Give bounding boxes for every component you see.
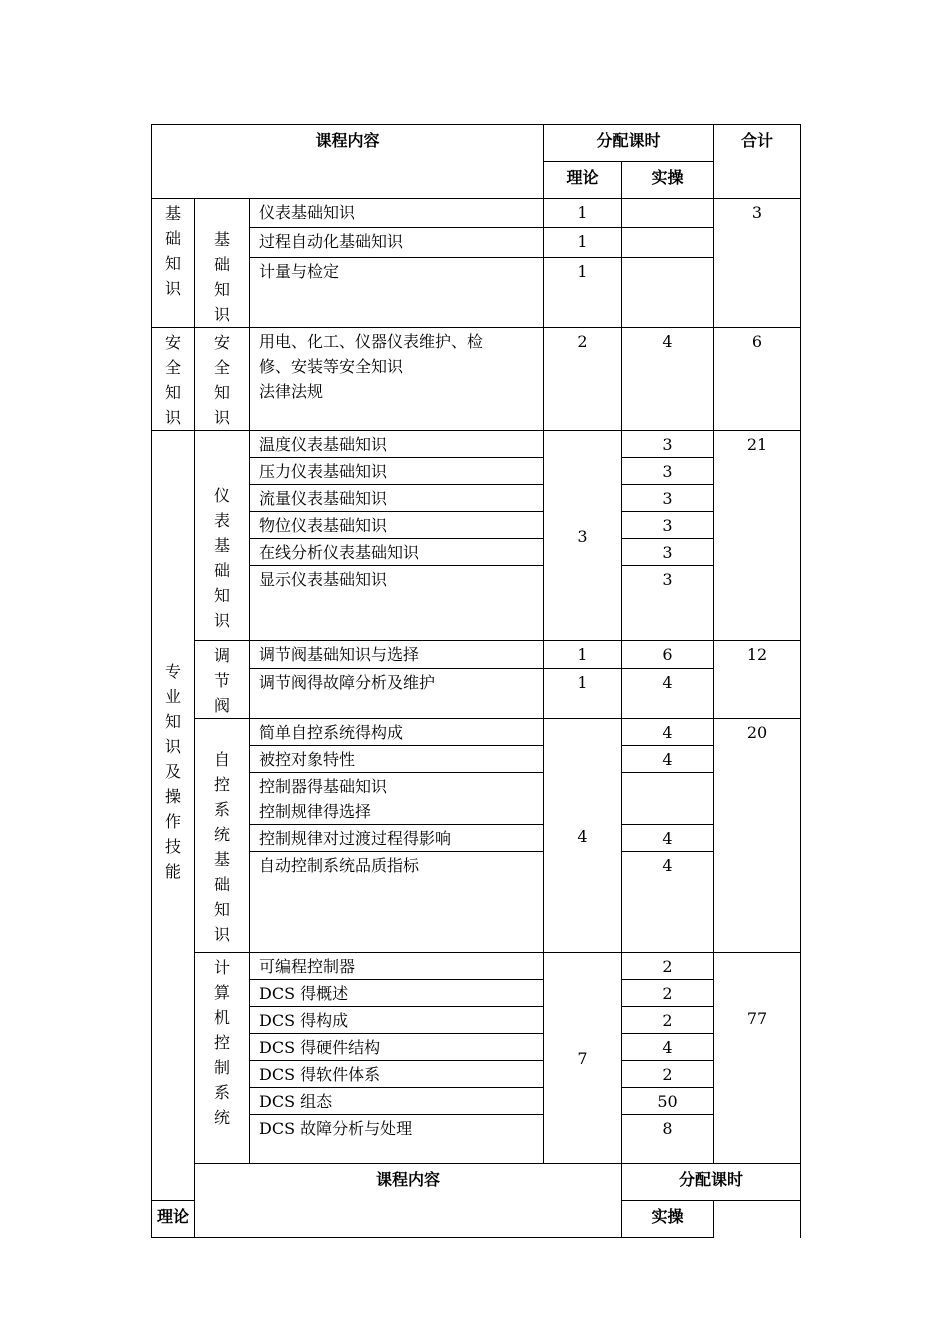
header-course-content: 课程内容 <box>152 125 544 199</box>
practice-hours <box>622 258 714 328</box>
theory-hours: 7 <box>544 953 622 1164</box>
sub-computer: 计算机控制系统 <box>195 953 250 1164</box>
practice-hours: 4 <box>622 1034 714 1061</box>
course-item: DCS 得硬件结构 <box>250 1034 544 1061</box>
practice-hours: 2 <box>622 1007 714 1034</box>
practice-hours: 3 <box>622 485 714 512</box>
practice-hours: 8 <box>622 1115 714 1164</box>
course-hours-table <box>151 124 801 1238</box>
course-item: 仪表基础知识 <box>250 199 544 228</box>
course-item: 调节阀得故障分析及维护 <box>250 668 544 718</box>
practice-hours: 3 <box>622 512 714 539</box>
total-hours: 6 <box>714 328 801 431</box>
practice-hours: 6 <box>622 641 714 669</box>
category-safety: 安全知识 <box>152 328 195 431</box>
total-hours: 20 <box>714 719 801 953</box>
course-item: 在线分析仪表基础知识 <box>250 539 544 566</box>
course-item <box>250 773 544 825</box>
theory-hours: 4 <box>544 719 622 953</box>
practice-hours <box>622 228 714 258</box>
course-item: DCS 得概述 <box>250 980 544 1007</box>
total-hours: 77 <box>714 953 801 1164</box>
practice-hours: 3 <box>622 431 714 458</box>
practice-hours: 4 <box>622 719 714 746</box>
course-item <box>250 328 544 431</box>
practice-hours: 2 <box>622 1061 714 1088</box>
total-hours: 12 <box>714 641 801 719</box>
practice-hours: 4 <box>622 746 714 773</box>
practice-hours: 2 <box>622 980 714 1007</box>
course-item: 计量与检定 <box>250 258 544 328</box>
category-basic: 基础知识 <box>152 199 195 328</box>
practice-hours <box>622 773 714 825</box>
theory-hours: 1 <box>544 228 622 258</box>
footer-practice: 实操 <box>622 1201 714 1238</box>
footer-course-content: 课程内容 <box>195 1164 622 1238</box>
footer-theory: 理论 <box>152 1201 195 1238</box>
course-item-line: 用电、化工、仪器仪表维护、检 <box>259 332 484 351</box>
theory-hours: 1 <box>544 199 622 228</box>
course-item: 温度仪表基础知识 <box>250 431 544 458</box>
course-item: 调节阀基础知识与选择 <box>250 641 544 669</box>
practice-hours: 50 <box>622 1088 714 1115</box>
theory-hours: 1 <box>544 641 622 669</box>
course-item-line: 法律法规 <box>259 382 324 401</box>
theory-hours: 1 <box>544 668 622 718</box>
practice-hours: 3 <box>622 458 714 485</box>
practice-hours <box>622 199 714 228</box>
practice-hours: 3 <box>622 539 714 566</box>
theory-hours: 1 <box>544 258 622 328</box>
course-item-line: 控制规律得选择 <box>259 802 372 821</box>
course-item: 控制规律对过渡过程得影响 <box>250 825 544 852</box>
footer-allocated-hours: 分配课时 <box>622 1164 801 1201</box>
sub-safety: 安全知识 <box>195 328 250 431</box>
course-item: 简单自控系统得构成 <box>250 719 544 746</box>
practice-hours: 2 <box>622 953 714 980</box>
course-item: DCS 组态 <box>250 1088 544 1115</box>
course-item: DCS 故障分析与处理 <box>250 1115 544 1164</box>
sub-basic: 基础知识 <box>195 199 250 328</box>
practice-hours: 4 <box>622 668 714 718</box>
sub-valve: 调节阀 <box>195 641 250 719</box>
sub-control: 自控系统基础知识 <box>195 719 250 953</box>
theory-hours: 3 <box>544 431 622 641</box>
header-allocated-hours: 分配课时 <box>544 125 714 162</box>
category-professional: 专业知识及操作技能 <box>152 431 195 1201</box>
course-item: DCS 得软件体系 <box>250 1061 544 1088</box>
course-item: 物位仪表基础知识 <box>250 512 544 539</box>
course-item: 可编程控制器 <box>250 953 544 980</box>
course-item: 流量仪表基础知识 <box>250 485 544 512</box>
header-total: 合计 <box>714 125 801 199</box>
total-hours: 21 <box>714 431 801 641</box>
header-practice: 实操 <box>622 162 714 199</box>
course-item: 压力仪表基础知识 <box>250 458 544 485</box>
course-item-line: 修、安装等安全知识 <box>259 357 404 376</box>
sub-instruments: 仪表基础知识 <box>195 431 250 641</box>
course-item: 过程自动化基础知识 <box>250 228 544 258</box>
course-item: 显示仪表基础知识 <box>250 566 544 641</box>
header-theory: 理论 <box>544 162 622 199</box>
total-hours: 3 <box>714 199 801 328</box>
course-item: DCS 得构成 <box>250 1007 544 1034</box>
course-item: 被控对象特性 <box>250 746 544 773</box>
theory-hours: 2 <box>544 328 622 431</box>
practice-hours: 4 <box>622 328 714 431</box>
course-item-line: 控制器得基础知识 <box>259 777 388 796</box>
practice-hours: 4 <box>622 825 714 852</box>
practice-hours: 3 <box>622 566 714 641</box>
practice-hours: 4 <box>622 852 714 953</box>
course-item: 自动控制系统品质指标 <box>250 852 544 953</box>
